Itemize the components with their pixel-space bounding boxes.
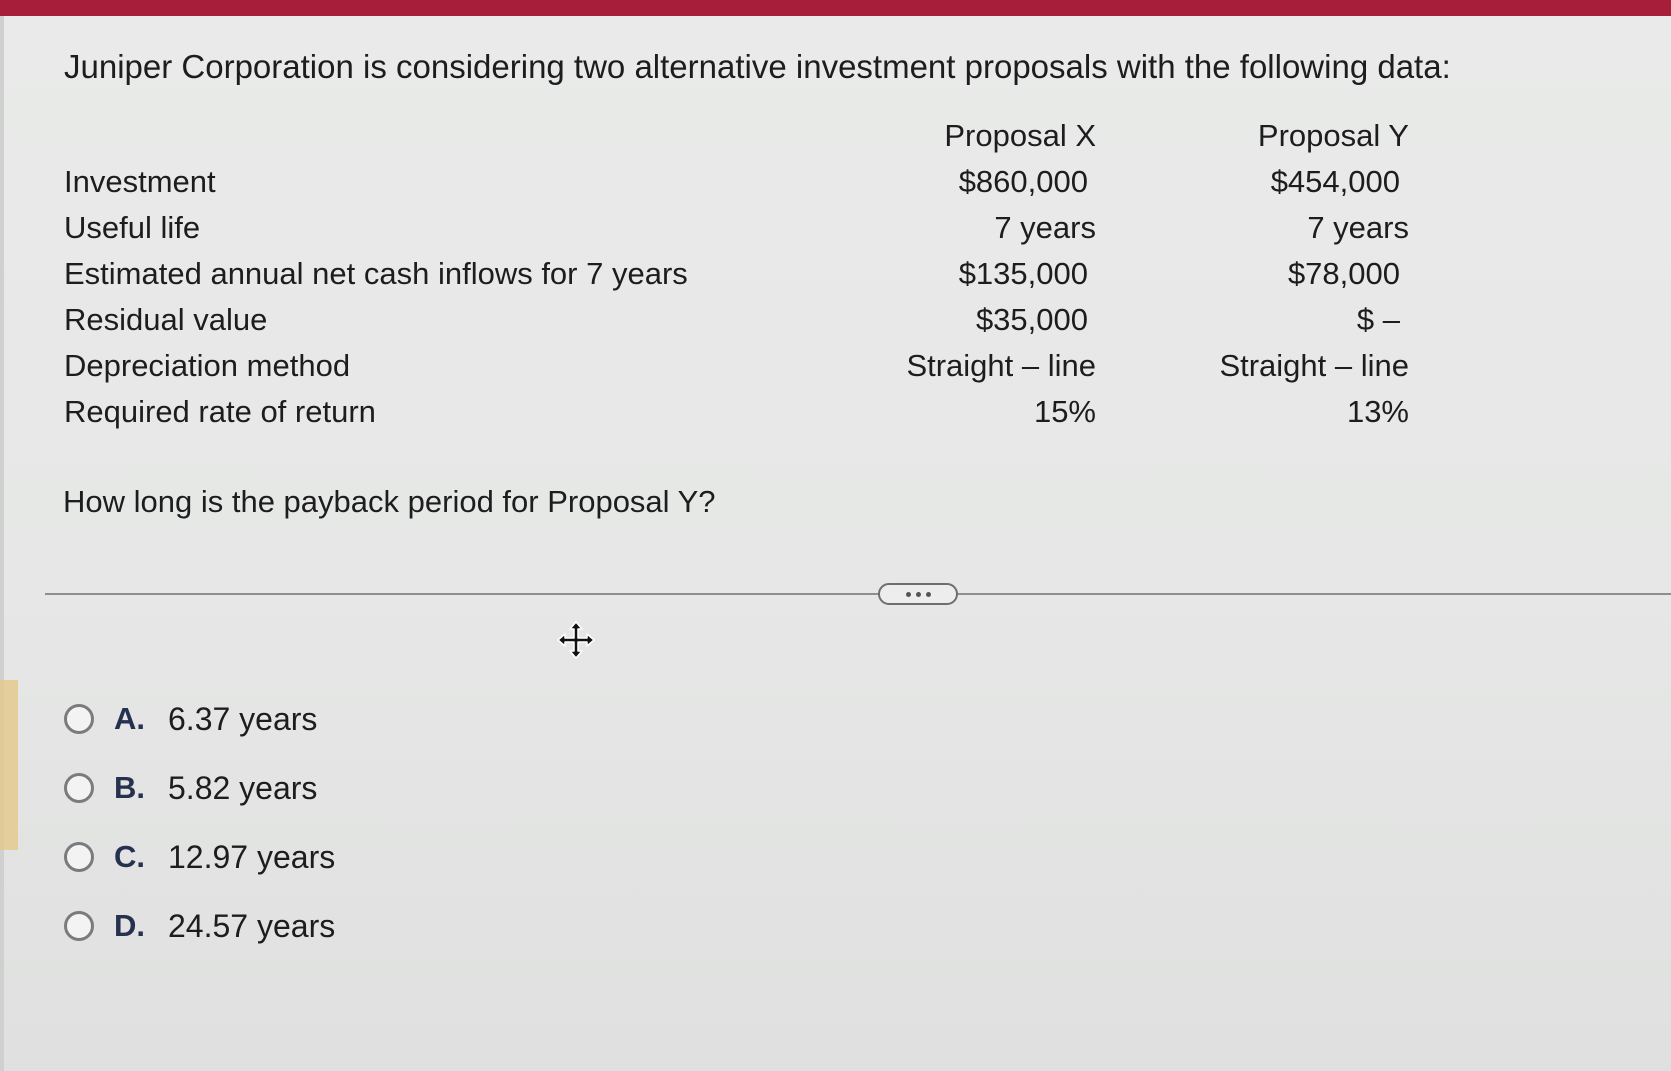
option-letter: B. bbox=[114, 770, 145, 805]
cell-x-residual-value: $35,000 bbox=[975, 302, 1088, 337]
row-label-depreciation: Depreciation method bbox=[64, 348, 351, 383]
table-row bbox=[64, 394, 1464, 440]
header-proposal-x: Proposal X bbox=[944, 118, 1096, 153]
panel-left-edge bbox=[0, 16, 4, 1071]
table-row bbox=[64, 256, 1464, 302]
row-label-residual-value: Residual value bbox=[64, 302, 268, 337]
table-row bbox=[64, 210, 1464, 256]
move-cursor-icon bbox=[556, 620, 596, 660]
row-label-rate-of-return: Required rate of return bbox=[64, 394, 376, 429]
cell-x-cash-inflows: $135,000 bbox=[958, 256, 1088, 291]
table-row bbox=[64, 348, 1464, 394]
dot bbox=[926, 592, 931, 597]
option-d[interactable] bbox=[64, 903, 484, 949]
section-divider bbox=[45, 593, 1671, 595]
table-header-row bbox=[64, 118, 1464, 164]
row-label-cash-inflows: Estimated annual net cash inflows for 7 years bbox=[64, 256, 688, 291]
radio-button-c[interactable] bbox=[64, 842, 94, 872]
option-c[interactable] bbox=[64, 834, 484, 880]
cell-y-rate-of-return: 13% bbox=[1346, 394, 1409, 429]
radio-button-d[interactable] bbox=[64, 911, 94, 941]
cell-y-cash-inflows: $78,000 bbox=[1287, 256, 1400, 291]
option-text: 24.57 years bbox=[168, 907, 336, 944]
option-letter: C. bbox=[114, 839, 145, 874]
cell-x-investment: $860,000 bbox=[958, 164, 1088, 199]
option-letter: D. bbox=[114, 908, 145, 943]
more-dots-icon[interactable] bbox=[878, 583, 958, 605]
question-prompt: How long is the payback period for Proposal Y? bbox=[63, 484, 716, 519]
cell-x-useful-life: 7 years bbox=[994, 210, 1096, 245]
table-row bbox=[64, 302, 1464, 348]
row-label-useful-life: Useful life bbox=[64, 210, 201, 245]
option-text: 12.97 years bbox=[168, 838, 336, 875]
radio-button-a[interactable] bbox=[64, 704, 94, 734]
option-text: 5.82 years bbox=[168, 769, 318, 806]
option-b[interactable] bbox=[64, 765, 484, 811]
cell-y-investment: $454,000 bbox=[1270, 164, 1400, 199]
cell-y-depreciation: Straight – line bbox=[1219, 348, 1409, 383]
option-letter: A. bbox=[114, 701, 145, 736]
cell-x-depreciation: Straight – line bbox=[906, 348, 1096, 383]
header-proposal-y: Proposal Y bbox=[1257, 118, 1409, 153]
option-a[interactable] bbox=[64, 696, 484, 742]
cell-y-residual-value: $ – bbox=[1356, 302, 1400, 337]
row-label-investment: Investment bbox=[64, 164, 216, 199]
dot bbox=[906, 592, 911, 597]
top-accent-bar bbox=[0, 0, 1671, 16]
question-intro: Juniper Corporation is considering two alternative investment proposals with the following data: bbox=[64, 48, 1451, 85]
answer-focus-strip bbox=[0, 680, 18, 850]
dot bbox=[916, 592, 921, 597]
cell-x-rate-of-return: 15% bbox=[1033, 394, 1096, 429]
table-row bbox=[64, 164, 1464, 210]
cell-y-useful-life: 7 years bbox=[1307, 210, 1409, 245]
radio-button-b[interactable] bbox=[64, 773, 94, 803]
option-text: 6.37 years bbox=[168, 700, 318, 737]
